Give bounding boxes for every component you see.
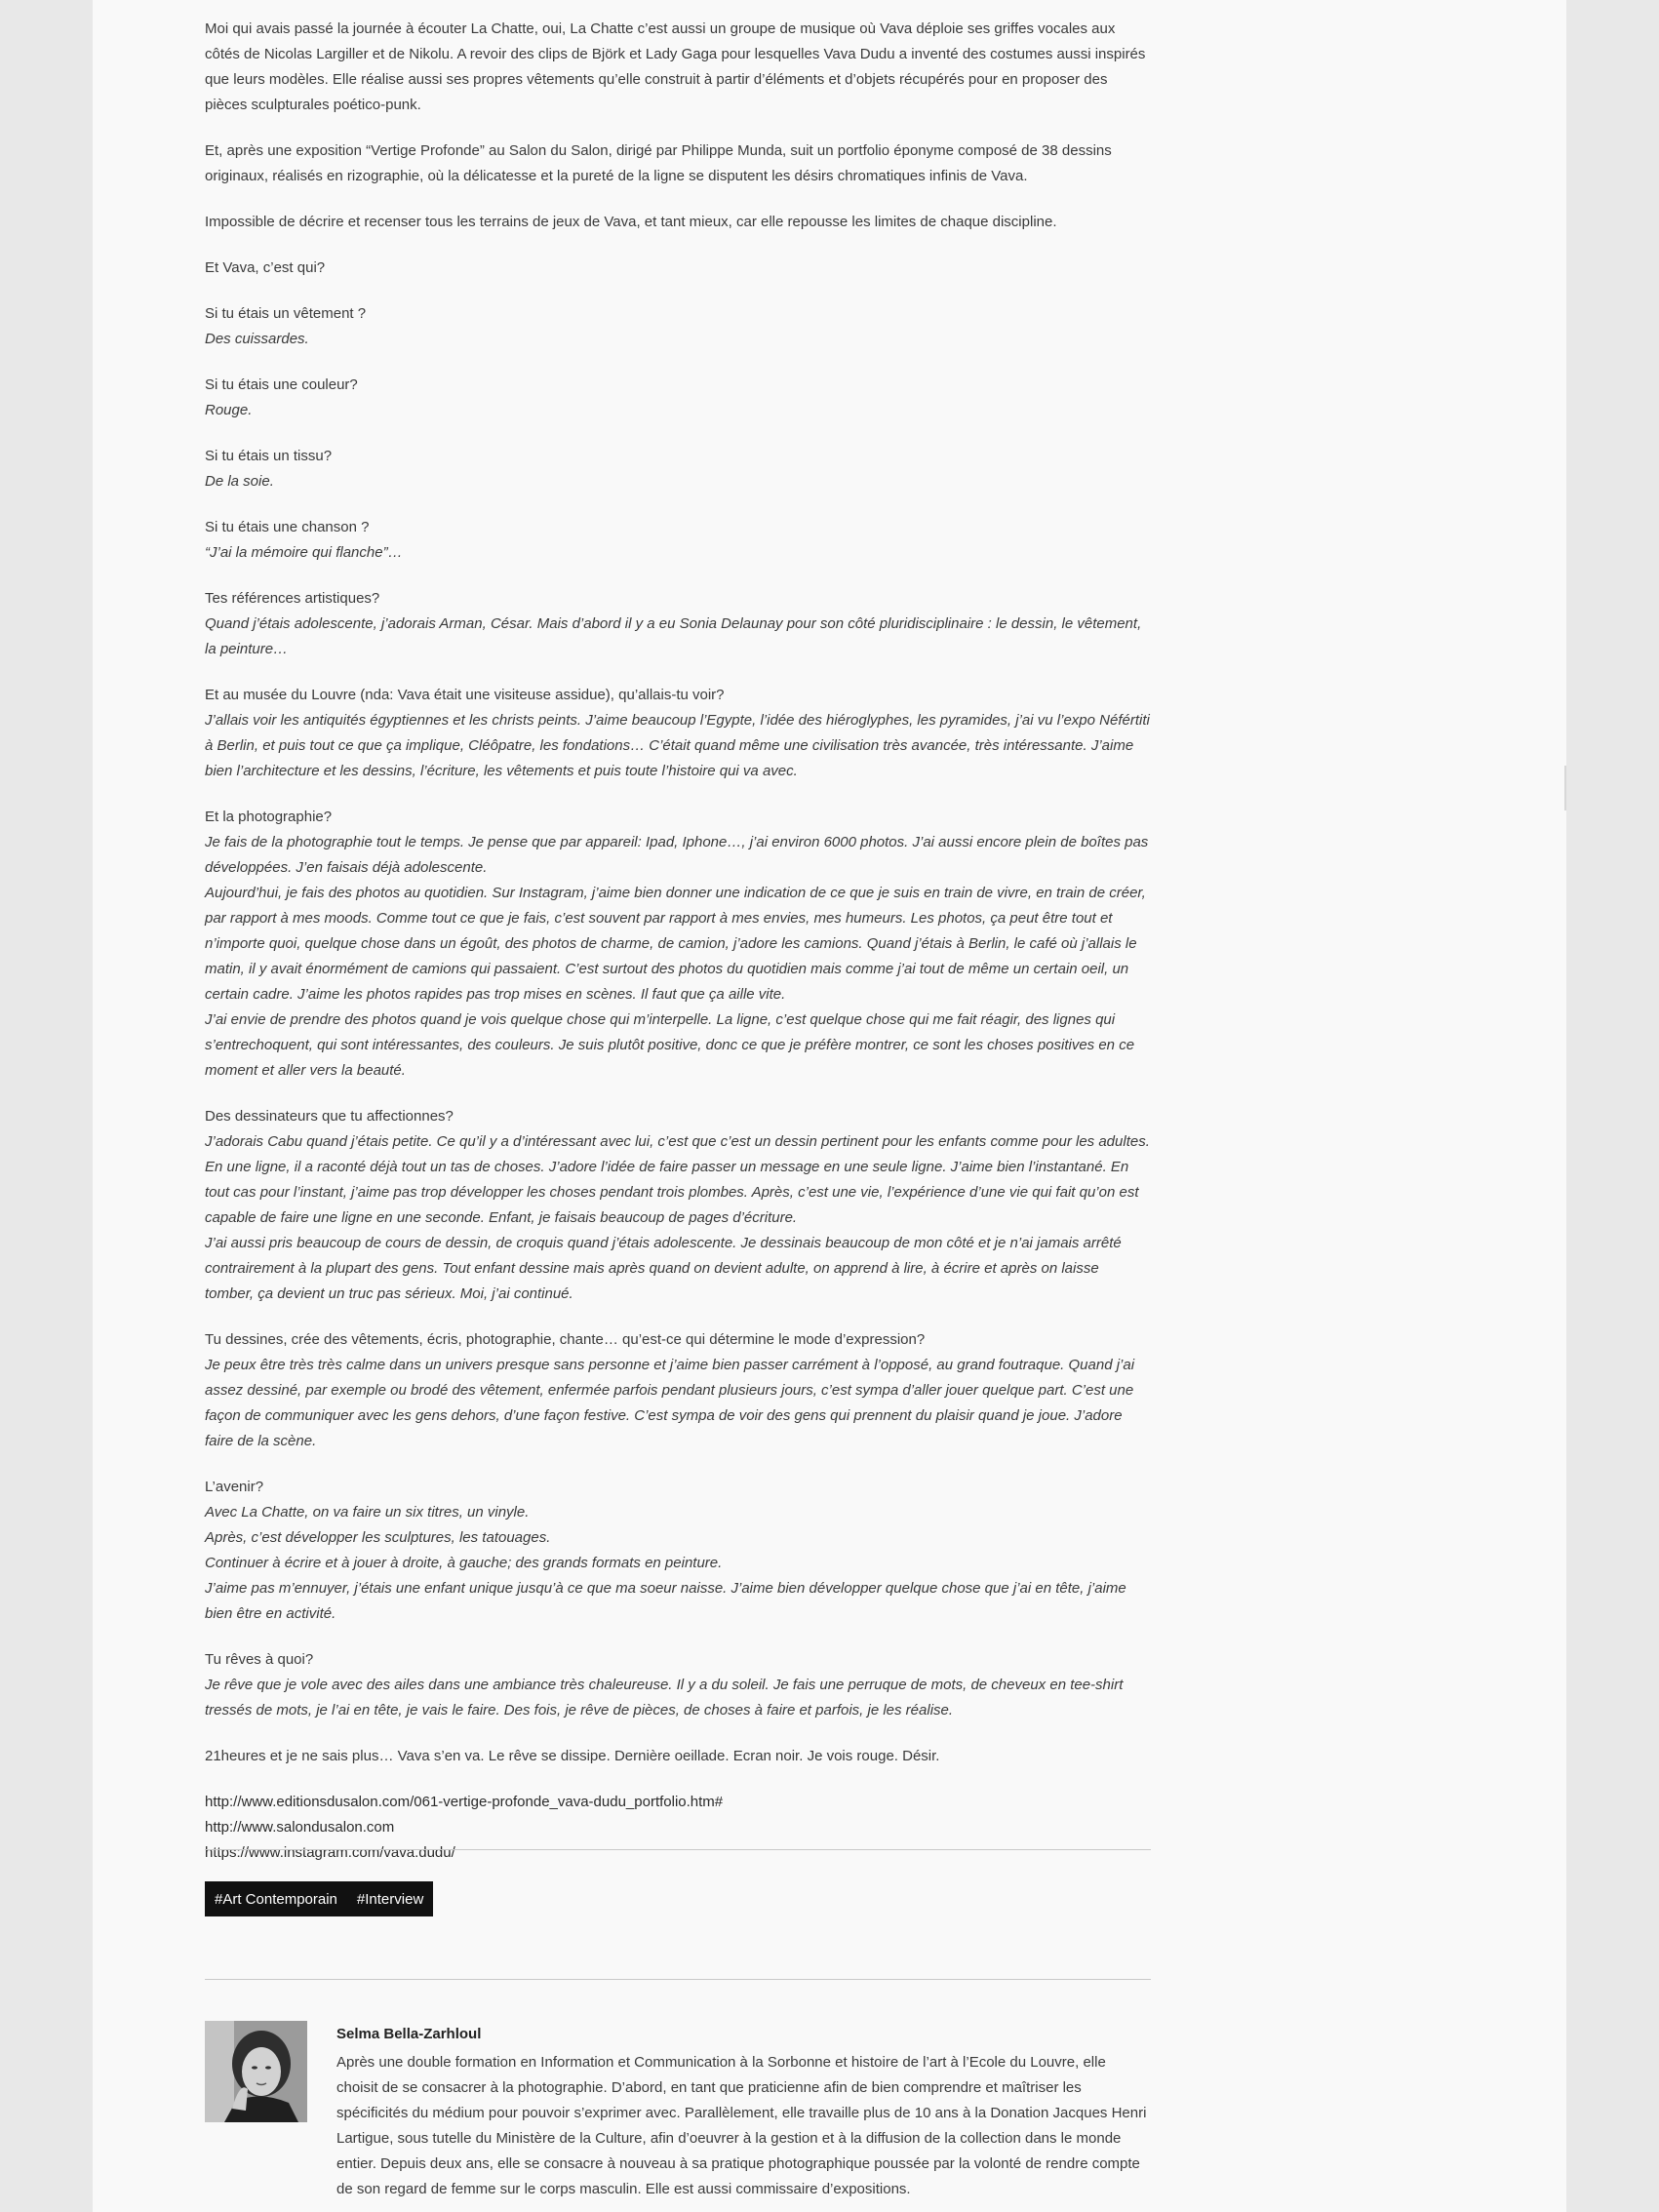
answer-line: J’ai envie de prendre des photos quand je vois quelque chose qui m’interpelle. La ligne, c’est quelque chose qui me fait réagir, des lignes qui s’entrechoquent, qui sont intéressantes, des couleurs. Je suis plutôt positive, donc ce que je préfère montrer, ce sont les choses positives en ce moment et aller vers la beauté. bbox=[205, 1011, 1135, 1079]
answer-line: Des cuissardes. bbox=[205, 331, 309, 347]
interview-answer bbox=[205, 708, 1151, 784]
answer-line: J’adorais Cabu quand j’étais petite. Ce qu’il y a d’intéressant avec lui, c’est que c’est un dessin pertinent pour les enfants comme pour les adultes. En une ligne, il a raconté déjà tout un tas de choses. J’adore l’idée de faire passer un message en une seule ligne. J’aime bien l’instantané. En tout cas pour l’instant, j’aime pas trop développer les choses pendant trois plombes. Après, c’est une vie, l’expérience d’une vie qui fait qu’on est capable de faire une ligne en une seconde. Enfant, je faisais beaucoup de pages d’écriture. bbox=[205, 1133, 1150, 1226]
interview-answer bbox=[205, 327, 1151, 352]
links-block bbox=[205, 1790, 1151, 1866]
interview-question: L’avenir? bbox=[205, 1479, 264, 1495]
answer-line: “J’ai la mémoire qui flanche”… bbox=[205, 544, 403, 561]
interview-question: Si tu étais un vêtement ? bbox=[205, 305, 367, 322]
answer-line: Rouge. bbox=[205, 402, 253, 418]
interview-answer bbox=[205, 1673, 1151, 1723]
answer-line: Après, c’est développer les sculptures, les tatouages. bbox=[205, 1529, 551, 1546]
interview-question: Tu dessines, crée des vêtements, écris, photographie, chante… qu’est-ce qui détermine le mode d’expression? bbox=[205, 1331, 926, 1348]
tag-interview[interactable]: #Interview bbox=[356, 1890, 424, 1908]
interview-question: Tu rêves à quoi? bbox=[205, 1651, 314, 1668]
author-bio: Après une double formation en Information et Communication à la Sorbonne et histoire de l’art à l’Ecole du Louvre, elle choisit de se consacrer à la photographie. D’abord, en tant que praticienne afin de bien comprendre et maîtriser les spécificités du médium pour pouvoir s’exprimer avec. Parallèlement, elle travaille plus de 10 ans à la Donation Jacques Henri Lartigue, sous tutelle du Ministère de la Culture, afin d’oeuvrer à la gestion et à la diffusion de la collection dans le monde entier. Depuis deux ans, elle se consacre à nouveau à sa pratique photographique poussée par la volonté de rendre compte de son regard de femme sur le corps masculin. Elle est aussi commissaire d’expositions. bbox=[336, 2054, 1147, 2197]
intro-paragraph: Moi qui avais passé la journée à écouter La Chatte, oui, La Chatte c’est aussi un groupe de musique où Vava déploie ses griffes vocales aux côtés de Nicolas Largiller et de Nikolu. A revoir des clips de Björk et Lady Gaga pour lesquelles Vava Dudu a inventé des costumes aussi inspirés que leurs modèles. Elle réalise aussi ses propres vêtements qu’elle construit à partir d’éléments et d’objets récupérés pour en proposer des pièces sculpturales poético-punk. bbox=[205, 20, 1146, 113]
answer-line: Je fais de la photographie tout le temps. Je pense que par appareil: Ipad, Iphone…, j’ai environ 6000 photos. J’ai aussi encore plein de boîtes pas développées. J’en faisais déjà adolescente. bbox=[205, 834, 1149, 876]
author-name[interactable]: Selma Bella-Zarhloul bbox=[336, 2026, 482, 2042]
answer-line: Avec La Chatte, on va faire un six titres, un vinyle. bbox=[205, 1504, 530, 1521]
link-salon-du-salon[interactable]: http://www.salondusalon.com bbox=[205, 1819, 395, 1836]
divider bbox=[205, 1849, 1151, 1850]
interview-question: Et la photographie? bbox=[205, 809, 333, 825]
interview-answer bbox=[205, 1500, 1151, 1627]
avatar bbox=[205, 2021, 307, 2122]
link-instagram[interactable]: https://www.instagram.com/vava.dudu/ bbox=[205, 1844, 455, 1861]
interview-answer bbox=[205, 612, 1151, 662]
interview-question: Si tu étais une couleur? bbox=[205, 376, 358, 393]
answer-line: J’aime pas m’ennuyer, j’étais une enfant unique jusqu’à ce que ma soeur naisse. J’aime bien développer quelque chose que j’ai en tête, j’aime bien être en activité. bbox=[205, 1580, 1126, 1622]
intro-question: Et Vava, c’est qui? bbox=[205, 259, 326, 276]
author-photo-icon bbox=[205, 2021, 307, 2122]
answer-line: J’ai aussi pris beaucoup de cours de dessin, de croquis quand j’étais adolescente. Je dessinais beaucoup de mon côté et je n’ai jamais arrêté contrairement à la plupart des gens. Tout enfant dessine mais après quand on devient adulte, on apprend à lire, à écrire et après on laisse tomber, ça devient un truc pas sérieux. Moi, j’ai continué. bbox=[205, 1235, 1122, 1302]
link-editions-du-salon[interactable]: http://www.editionsdusalon.com/061-vertige-profonde_vava-dudu_portfolio.htm# bbox=[205, 1794, 724, 1810]
interview-question: Des dessinateurs que tu affectionnes? bbox=[205, 1108, 454, 1125]
interview-answer bbox=[205, 1353, 1151, 1454]
interview-answer bbox=[205, 830, 1151, 1084]
interview-question: Si tu étais un tissu? bbox=[205, 448, 333, 464]
interview-answer bbox=[205, 1129, 1151, 1307]
interview-question: Et au musée du Louvre (nda: Vava était une visiteuse assidue), qu’allais-tu voir? bbox=[205, 687, 725, 703]
scroll-edge-marker bbox=[1564, 766, 1566, 810]
article-body bbox=[205, 17, 1151, 1886]
answer-line: Quand j’étais adolescente, j’adorais Arman, César. Mais d’abord il y a eu Sonia Delaunay pour son côté pluridisciplinaire : le dessin, le vêtement, la peinture… bbox=[205, 615, 1142, 657]
tag-art-contemporain[interactable]: #Art Contemporain bbox=[215, 1890, 337, 1908]
intro-paragraph: Et, après une exposition “Vertige Profonde” au Salon du Salon, dirigé par Philippe Munda, suit un portfolio éponyme composé de 38 dessins originaux, réalisés en rizographie, où la délicatesse et la pureté de la ligne se disputent les désirs chromatiques infinis de Vava. bbox=[205, 142, 1112, 184]
intro-paragraph: Impossible de décrire et recenser tous les terrains de jeux de Vava, et tant mieux, car elle repousse les limites de chaque discipline. bbox=[205, 214, 1057, 230]
interview-question: Si tu étais une chanson ? bbox=[205, 519, 370, 535]
answer-line: De la soie. bbox=[205, 473, 274, 490]
answer-line: Aujourd’hui, je fais des photos au quotidien. Sur Instagram, j’aime bien donner une indication de ce que je suis en train de vivre, en train de créer, par rapport à mes moods. Comme tout ce que je fais, c’est souvent par rapport à mes envies, mes humeurs. Les photos, ça peut être tout et n’importe quoi, quelque chose dans un égoût, des photos de charme, de camion, j’adore les camions. Quand j’étais à Berlin, le café où j’allais le matin, il y avait énormément de camions qui passaient. C’est surtout des photos du quotidien mais comme j’ai tout de même un certain oeil, un certain cadre. J’aime les photos rapides pas trop mises en scènes. Il faut que ça aille vite. bbox=[205, 885, 1146, 1003]
interview-question: Tes références artistiques? bbox=[205, 590, 380, 607]
interview-answer bbox=[205, 469, 1151, 494]
answer-line: Je peux être très très calme dans un univers presque sans personne et j’aime bien passer carrément à l’opposé, au grand foutraque. Quand j’ai assez dessiné, par exemple ou brodé des vêtement, enfermée parfois pendant plusieurs jours, c’est sympa d’aller jouer quelque part. C’est une façon de communiquer avec les gens dehors, d’une façon festive. C’est sympa de voir des gens qui prennent du plaisir quand je joue. J’adore faire de la scène. bbox=[205, 1357, 1135, 1449]
interview-answer bbox=[205, 540, 1151, 566]
answer-line: J’allais voir les antiquités égyptiennes et les christs peints. J’aime beaucoup l’Egypte, l’idée des hiéroglyphes, les pyramides, j’ai vu l’expo Néfértiti à Berlin, et puis tout ce que ça implique, Cléôpatre, les fondations… C’était quand même une civilisation très avancée, très intéressante. J’aime bien l’architecture et les dessins, l’écriture, les vêtements et puis toute l’histoire qui va avec. bbox=[205, 712, 1150, 779]
answer-line: Continuer à écrire et à jouer à droite, à gauche; des grands formats en peinture. bbox=[205, 1555, 723, 1571]
answer-line: Je rêve que je vole avec des ailes dans une ambiance très chaleureuse. Il y a du soleil. Je fais une perruque de mots, de cheveux en tee-shirt tressés de mots, je l’ai en tête, je vais le faire. Des fois, je rêve de pièces, de choses à faire et parfois, je les réalise. bbox=[205, 1677, 1124, 1718]
tags-bar bbox=[205, 1881, 433, 1916]
divider bbox=[205, 1979, 1151, 1980]
outro-paragraph: 21heures et je ne sais plus… Vava s’en va. Le rêve se dissipe. Dernière oeillade. Ecran noir. Je vois rouge. Désir. bbox=[205, 1748, 940, 1764]
interview-answer bbox=[205, 398, 1151, 423]
